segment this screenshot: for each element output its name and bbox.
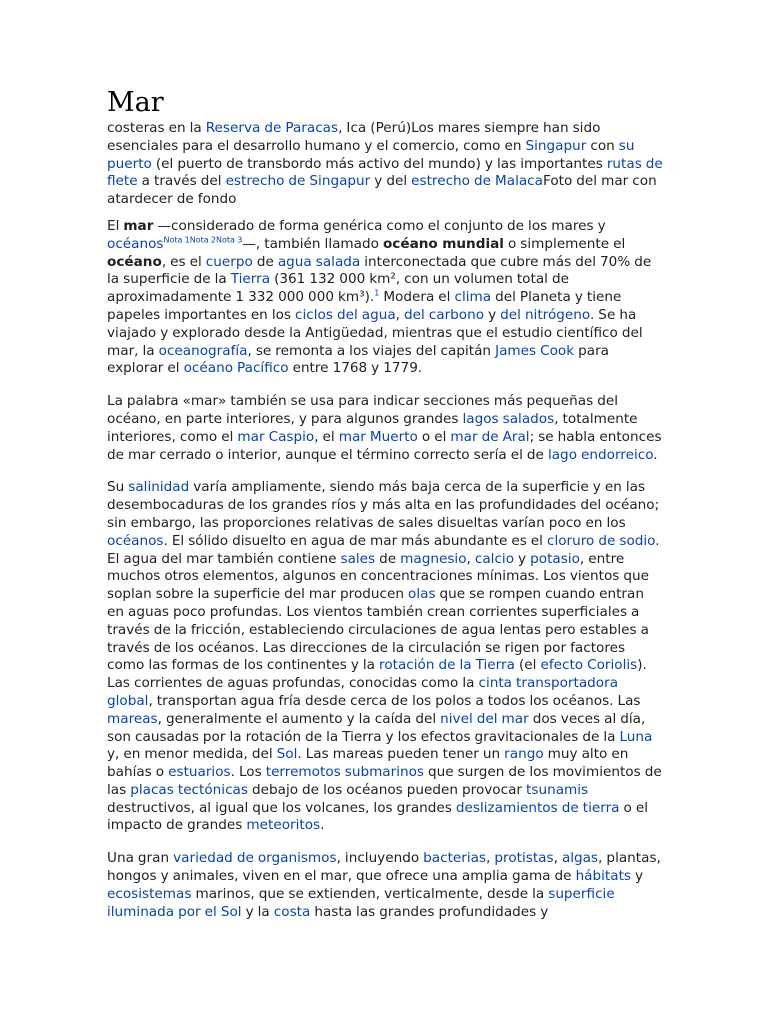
link-oceanos[interactable]: océanos xyxy=(107,235,164,252)
link-sol[interactable]: Sol xyxy=(276,746,298,763)
link-del-nitrogeno[interactable]: del nitrógeno xyxy=(500,306,590,323)
link-terremotos-submarinos[interactable]: terremotos submarinos xyxy=(265,764,425,781)
link-tierra[interactable]: Tierra xyxy=(230,271,271,288)
image-caption: costeras en la Reserva de Paracas, Ica (Perú)Los mares siempre han sido esenciales para el desarrollo humano y el comercio, como en Singapur con su puerto (el puerto de transbordo más activo del mundo) y las importantes rutas de flete a través del estrecho de Singapur y del estrecho de MalacaFoto del mar con atardecer de fondo xyxy=(107,120,663,208)
bold-term: mar xyxy=(123,217,154,234)
bold-term: océano mundial xyxy=(382,235,504,252)
link-del-carbono[interactable]: del carbono xyxy=(404,306,485,323)
link-deslizamientos-de-tierra[interactable]: deslizamientos de tierra xyxy=(455,799,620,816)
paragraph-term: La palabra «mar» también se usa para indicar secciones más pequeñas del océano, en parte interiores, y para algunos grandes lagos salados, totalmente interiores, como el mar Caspio, el mar Muerto o el mar de Aral; se habla entonces de mar cerrado o interior, aunque el término correcto sería el de lago endorreico. xyxy=(107,393,662,463)
link-meteoritos[interactable]: meteoritos xyxy=(246,817,321,834)
link-james-cook[interactable]: James Cook xyxy=(495,342,575,359)
link-potasio[interactable]: potasio xyxy=(530,550,580,567)
link-oceanografia[interactable]: oceanografía xyxy=(158,342,248,359)
link-singapur[interactable]: Singapur xyxy=(525,137,587,154)
reference-nota-2[interactable]: Nota 2 xyxy=(189,235,217,245)
link-su-puerto[interactable]: su puerto xyxy=(107,137,635,172)
link-rango[interactable]: rango xyxy=(504,746,544,763)
link-ecosistemas[interactable]: ecosistemas xyxy=(107,885,192,902)
link-variedad-de-organismos[interactable]: variedad de organismos xyxy=(173,850,337,867)
paragraph-life: Una gran variedad de organismos, incluyendo bacterias, protistas, algas, plantas, hongos y animales, viven en el mar, que ofrece una amplia gama de hábitats y ecosistemas marinos, que se extienden, verticalmente, desde la superficie iluminada por el Sol y la costa hasta las grandes profundidades y xyxy=(107,850,661,920)
link-cuerpo[interactable]: cuerpo xyxy=(205,253,253,270)
link-cinta-transportadora-global[interactable]: cinta transportadora global xyxy=(107,675,619,709)
bold-term: océano xyxy=(107,253,162,270)
link-mar-de-aral[interactable]: mar de Aral xyxy=(450,428,530,445)
link-placas-tectonicas[interactable]: placas tectónicas xyxy=(130,781,248,798)
link-bacterias[interactable]: bacterias xyxy=(423,850,487,867)
footnote-ref xyxy=(216,235,242,244)
link-protistas[interactable]: protistas xyxy=(494,850,554,867)
link-clima[interactable]: clima xyxy=(454,289,492,306)
link-rutas-de-flete[interactable]: rutas de flete xyxy=(107,155,663,190)
footnote-ref xyxy=(374,289,379,298)
link-mar-muerto[interactable]: mar Muerto xyxy=(338,428,418,445)
link-lago-endorreico[interactable]: lago endorreico xyxy=(547,446,654,463)
link-efecto-coriolis[interactable]: efecto Coriolis xyxy=(540,657,638,674)
reference-nota-3[interactable]: Nota 3 xyxy=(216,235,243,245)
link-calcio[interactable]: calcio xyxy=(474,550,515,567)
link-nivel-del-mar[interactable]: nivel del mar xyxy=(440,710,529,727)
link-estrecho-de-singapur[interactable]: estrecho de Singapur xyxy=(225,173,371,190)
link-habitats[interactable]: hábitats xyxy=(575,868,631,885)
link-estrecho-de-malaca[interactable]: estrecho de Malaca xyxy=(411,173,543,190)
reference-nota-1[interactable]: Nota 1 xyxy=(163,235,190,245)
paragraph-salinity: Su salinidad varía ampliamente, siendo más baja cerca de la superficie y en las desembocaduras de los grandes ríos y más alta en las profundidades del océano; sin embargo, las proporciones relativas de sales disueltas varían poco en los océanos. El sólido disuelto en agua de mar más abundante es el cloruro de sodio. El agua del mar también contiene sales de magnesio, calcio y potasio, entre muchos otros elementos, algunos en concentraciones mínimas. Los vientos que soplan sobre la superficie del mar producen olas que se rompen cuando entran en aguas poco profundas. Los vientos también crean corrientes superficiales a través de la fricción, estableciendo circulaciones de agua lentas pero estables a través de los océanos. Las direcciones de la circulación se rigen por factores como las formas de los continentes y la rotación de la Tierra (el efecto Coriolis). Las corrientes de aguas profundas, conocidas como la cinta transportadora global, transportan agua fría desde cerca de los polos a todos los océanos. Las mareas, generalmente el aumento y la caída del nivel del mar dos veces al día, son causadas por la rotación de la Tierra y los efectos gravitacionales de la Luna y, en menor medida, del Sol. Las mareas pueden tener un rango muy alto en bahías o estuarios. Los terremotos submarinos que surgen de los movimientos de las placas tectónicas debajo de los océanos pueden provocar tsunamis destructivos, al igual que los volcanes, los grandes deslizamientos de tierra o el impacto de grandes meteoritos. xyxy=(107,479,662,834)
paragraph-intro: El mar —considerado de forma genérica como el conjunto de los mares y océanos$^{Nota 1Nota 2Nota 3}$—, también llamado océano mundial o simplemente el océano, es el cuerpo de agua salada interconectada que cubre más del 70% de la superficie de la Tierra (361 132 000 km², con un volumen total de aproximadamente 1 332 000 000 km³).$^1$ Modera el clima del Planeta y tiene papeles importantes en los ciclos del agua, del carbono y del nitrógeno. Se ha viajado y explorado desde la Antigüedad, mientras que el estudio científico del mar, la oceanografía, se remonta a los viajes del capitán James Cook para explorar el océano Pacífico entre 1768 y 1779. xyxy=(107,217,652,377)
link-algas[interactable]: algas xyxy=(561,850,599,867)
article xyxy=(107,86,663,936)
link-mareas[interactable]: mareas xyxy=(107,710,158,727)
link-oceanos[interactable]: océanos xyxy=(107,532,164,549)
link-lagos-salados[interactable]: lagos salados xyxy=(462,410,555,427)
link-superficie-iluminada-por-el-sol[interactable]: superficie iluminada por el Sol xyxy=(107,885,615,920)
reference-1[interactable]: 1 xyxy=(374,288,380,298)
link-luna[interactable]: Luna xyxy=(619,728,653,745)
link-agua-salada[interactable]: agua salada xyxy=(277,253,361,270)
footnote-ref xyxy=(190,235,216,244)
link-mar-caspio[interactable]: mar Caspio xyxy=(237,428,315,445)
link-olas[interactable]: olas xyxy=(408,586,436,603)
link-oceano-pacifico[interactable]: océano Pacífico xyxy=(183,360,289,377)
footnote-ref xyxy=(164,235,190,244)
link-salinidad[interactable]: salinidad xyxy=(128,479,190,496)
page-title: Mar xyxy=(107,87,164,118)
link-reserva-de-paracas[interactable]: Reserva de Paracas xyxy=(205,120,339,136)
link-sales[interactable]: sales xyxy=(340,550,376,567)
link-rotacion-de-la-tierra[interactable]: rotación de la Tierra xyxy=(379,657,515,674)
link-tsunamis[interactable]: tsunamis xyxy=(526,781,589,798)
link-cloruro-de-sodio[interactable]: cloruro de sodio xyxy=(546,532,656,549)
link-costa[interactable]: costa xyxy=(273,903,311,920)
link-magnesio[interactable]: magnesio xyxy=(400,550,467,567)
link-ciclos-del-agua[interactable]: ciclos del agua xyxy=(295,306,396,323)
link-estuarios[interactable]: estuarios xyxy=(168,764,231,781)
